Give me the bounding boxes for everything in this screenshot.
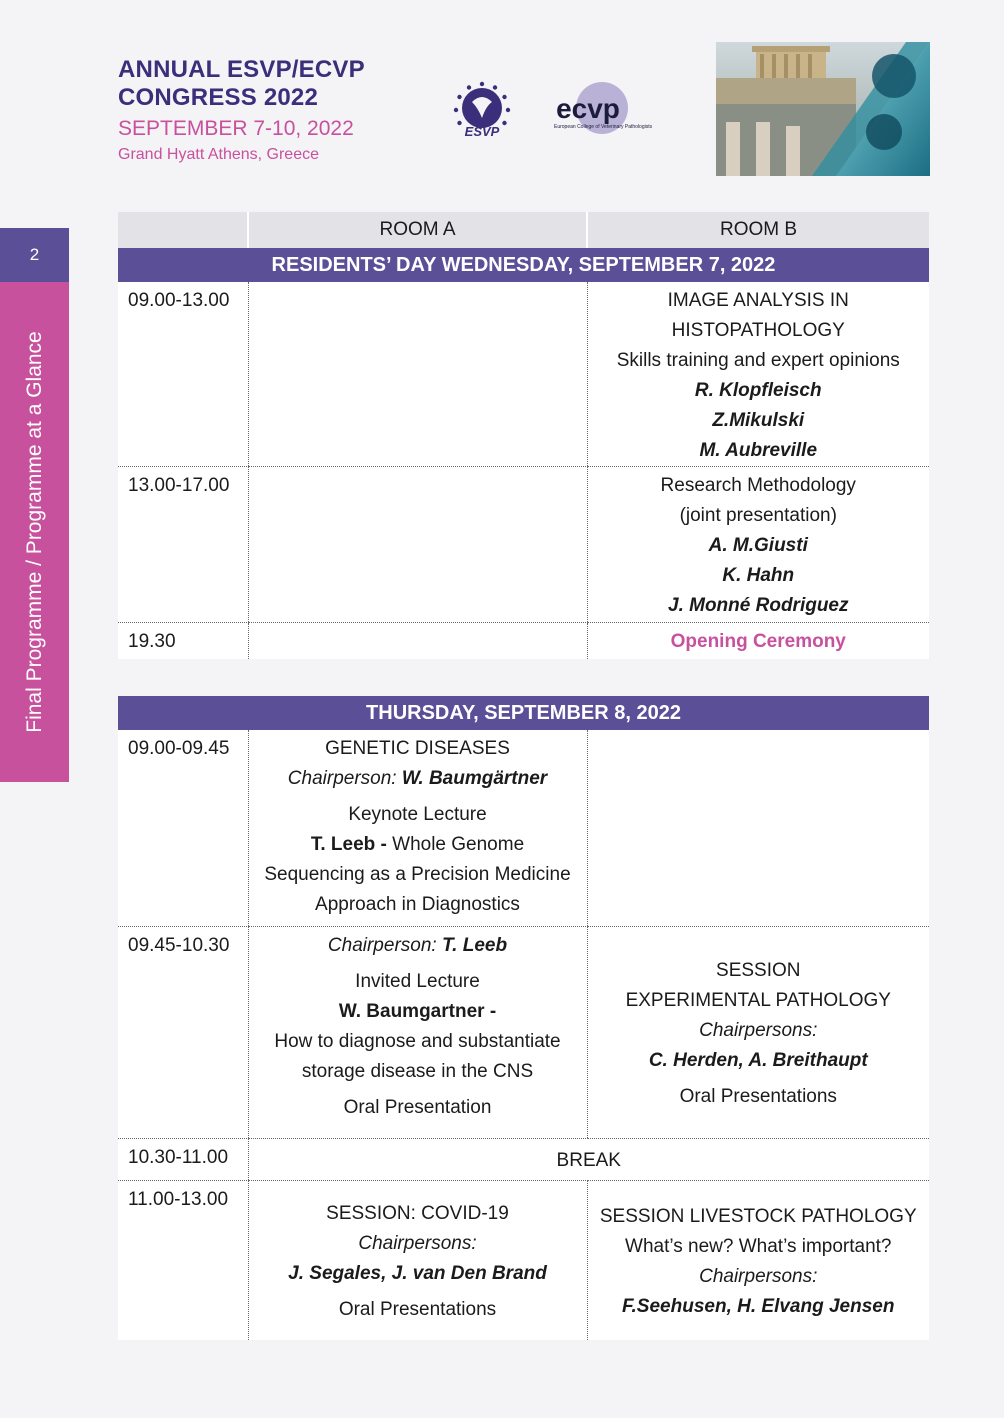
table-row: [118, 926, 929, 1138]
athens-photo: [716, 42, 930, 176]
session-title: HISTOPATHOLOGY: [671, 320, 845, 341]
svg-text:ESVP: ESVP: [464, 124, 500, 139]
time-cell: 09.00-09.45: [118, 730, 248, 926]
chair-name: T. Leeb: [441, 934, 508, 956]
time-cell: 09.45-10.30: [118, 926, 248, 1138]
chair-label: Chairpersons:: [358, 1233, 477, 1255]
speaker-name: R. Klopfleisch: [694, 380, 822, 401]
lecture-type: Keynote Lecture: [348, 804, 487, 825]
room-a-cell: [248, 730, 587, 926]
opening-ceremony: Opening Ceremony: [587, 623, 929, 659]
session-title: Research Methodology: [660, 475, 856, 496]
congress-header: [118, 56, 365, 166]
speaker-name: A. M.Giusti: [708, 535, 808, 556]
room-a-cell: [248, 1180, 587, 1340]
esvp-logo: [450, 78, 514, 142]
time-cell: 10.30-11.00: [118, 1138, 248, 1180]
break-cell: BREAK: [248, 1138, 929, 1180]
room-b-cell: [587, 926, 929, 1138]
chair-names: F.Seehusen, H. Elvang Jensen: [622, 1296, 895, 1318]
chair-label: Chairperson:: [287, 768, 397, 789]
session-title: EXPERIMENTAL PATHOLOGY: [625, 990, 891, 1011]
table-row: [118, 730, 929, 926]
session-subtitle: Skills training and expert opinions: [616, 350, 900, 371]
session-subtitle: What’s new? What’s important?: [625, 1236, 892, 1258]
room-a-header: ROOM A: [248, 212, 587, 248]
chair-label: Chairpersons:: [699, 1266, 818, 1288]
chair-label: Chairperson:: [327, 934, 437, 956]
room-a-cell: [248, 926, 587, 1138]
thursday-table: [118, 696, 929, 1340]
speaker-name: Z.Mikulski: [712, 410, 805, 431]
speaker-name: J. Monné Rodriguez: [668, 595, 849, 616]
residents-day-title: RESIDENTS’ DAY WEDNESDAY, SEPTEMBER 7, 2022: [118, 248, 929, 282]
room-a-cell: [248, 282, 587, 467]
chair-label: Chairpersons:: [699, 1020, 818, 1041]
lecture-topic: Sequencing as a Precision Medicine: [264, 864, 571, 885]
congress-venue: Grand Hyatt Athens, Greece: [118, 146, 319, 163]
congress-dates: SEPTEMBER 7-10, 2022: [118, 117, 354, 140]
lecture-topic: storage disease in the CNS: [301, 1060, 534, 1082]
table-row: [118, 467, 929, 623]
room-header-row: [118, 212, 929, 248]
table-row: [118, 1138, 929, 1180]
day-banner: [118, 248, 929, 282]
table-row: [118, 623, 929, 659]
section-tab-label: Final Programme / Programme at a Glance: [22, 331, 46, 733]
lecture-topic: Approach in Diagnostics: [315, 894, 520, 915]
lecture-topic: Whole Genome: [392, 834, 525, 855]
svg-text:ecvp: ecvp: [556, 93, 620, 124]
room-a-cell: [248, 623, 587, 659]
session-title: IMAGE ANALYSIS IN: [667, 290, 849, 311]
day-banner: [118, 696, 929, 730]
table-row: [118, 1180, 929, 1340]
chair-names: C. Herden, A. Breithaupt: [648, 1050, 868, 1071]
lecture-topic: How to diagnose and substantiate: [274, 1030, 561, 1052]
room-b-cell: [587, 467, 929, 623]
section-tab: [0, 282, 69, 782]
time-cell: 09.00-13.00: [118, 282, 248, 467]
oral-presentations: Oral Presentations: [679, 1086, 837, 1107]
room-b-cell: [587, 1180, 929, 1340]
room-a-cell: [248, 467, 587, 623]
congress-title-line1: ANNUAL ESVP/ECVP: [118, 56, 365, 83]
speaker-name: T. Leeb -: [310, 834, 387, 855]
thursday-title: THURSDAY, SEPTEMBER 8, 2022: [118, 696, 929, 730]
speaker-name: K. Hahn: [722, 565, 795, 586]
oral-presentation: Oral Presentation: [343, 1096, 492, 1118]
chair-names: J. Segales, J. van Den Brand: [288, 1263, 547, 1285]
lecture-type: Invited Lecture: [355, 970, 480, 992]
chair-name: W. Baumgärtner: [401, 768, 548, 789]
session-subtitle: (joint presentation): [679, 505, 837, 526]
room-b-header: ROOM B: [587, 212, 929, 248]
speaker-name: W. Baumgartner -: [338, 1000, 497, 1022]
svg-text:European College of Veterinary: European College of Veterinary Pathologists: [554, 124, 653, 130]
session-title: SESSION: COVID-19: [326, 1203, 509, 1225]
page-number: 2: [0, 228, 69, 282]
time-cell: 19.30: [128, 631, 176, 652]
session-title: SESSION: [716, 960, 801, 981]
table-row: [118, 282, 929, 467]
time-cell: 13.00-17.00: [118, 467, 248, 623]
room-b-cell: [587, 282, 929, 467]
speaker-name: M. Aubreville: [699, 440, 818, 461]
time-cell: 11.00-13.00: [128, 1188, 229, 1210]
room-b-cell: [587, 730, 929, 926]
congress-title-line2: CONGRESS 2022: [118, 84, 319, 111]
session-title: GENETIC DISEASES: [325, 738, 510, 759]
session-title: SESSION LIVESTOCK PATHOLOGY: [599, 1206, 917, 1228]
oral-presentations: Oral Presentations: [338, 1299, 497, 1321]
ecvp-logo: [548, 78, 653, 142]
residents-day-table: [118, 212, 929, 659]
time-header-cell: [118, 212, 248, 248]
